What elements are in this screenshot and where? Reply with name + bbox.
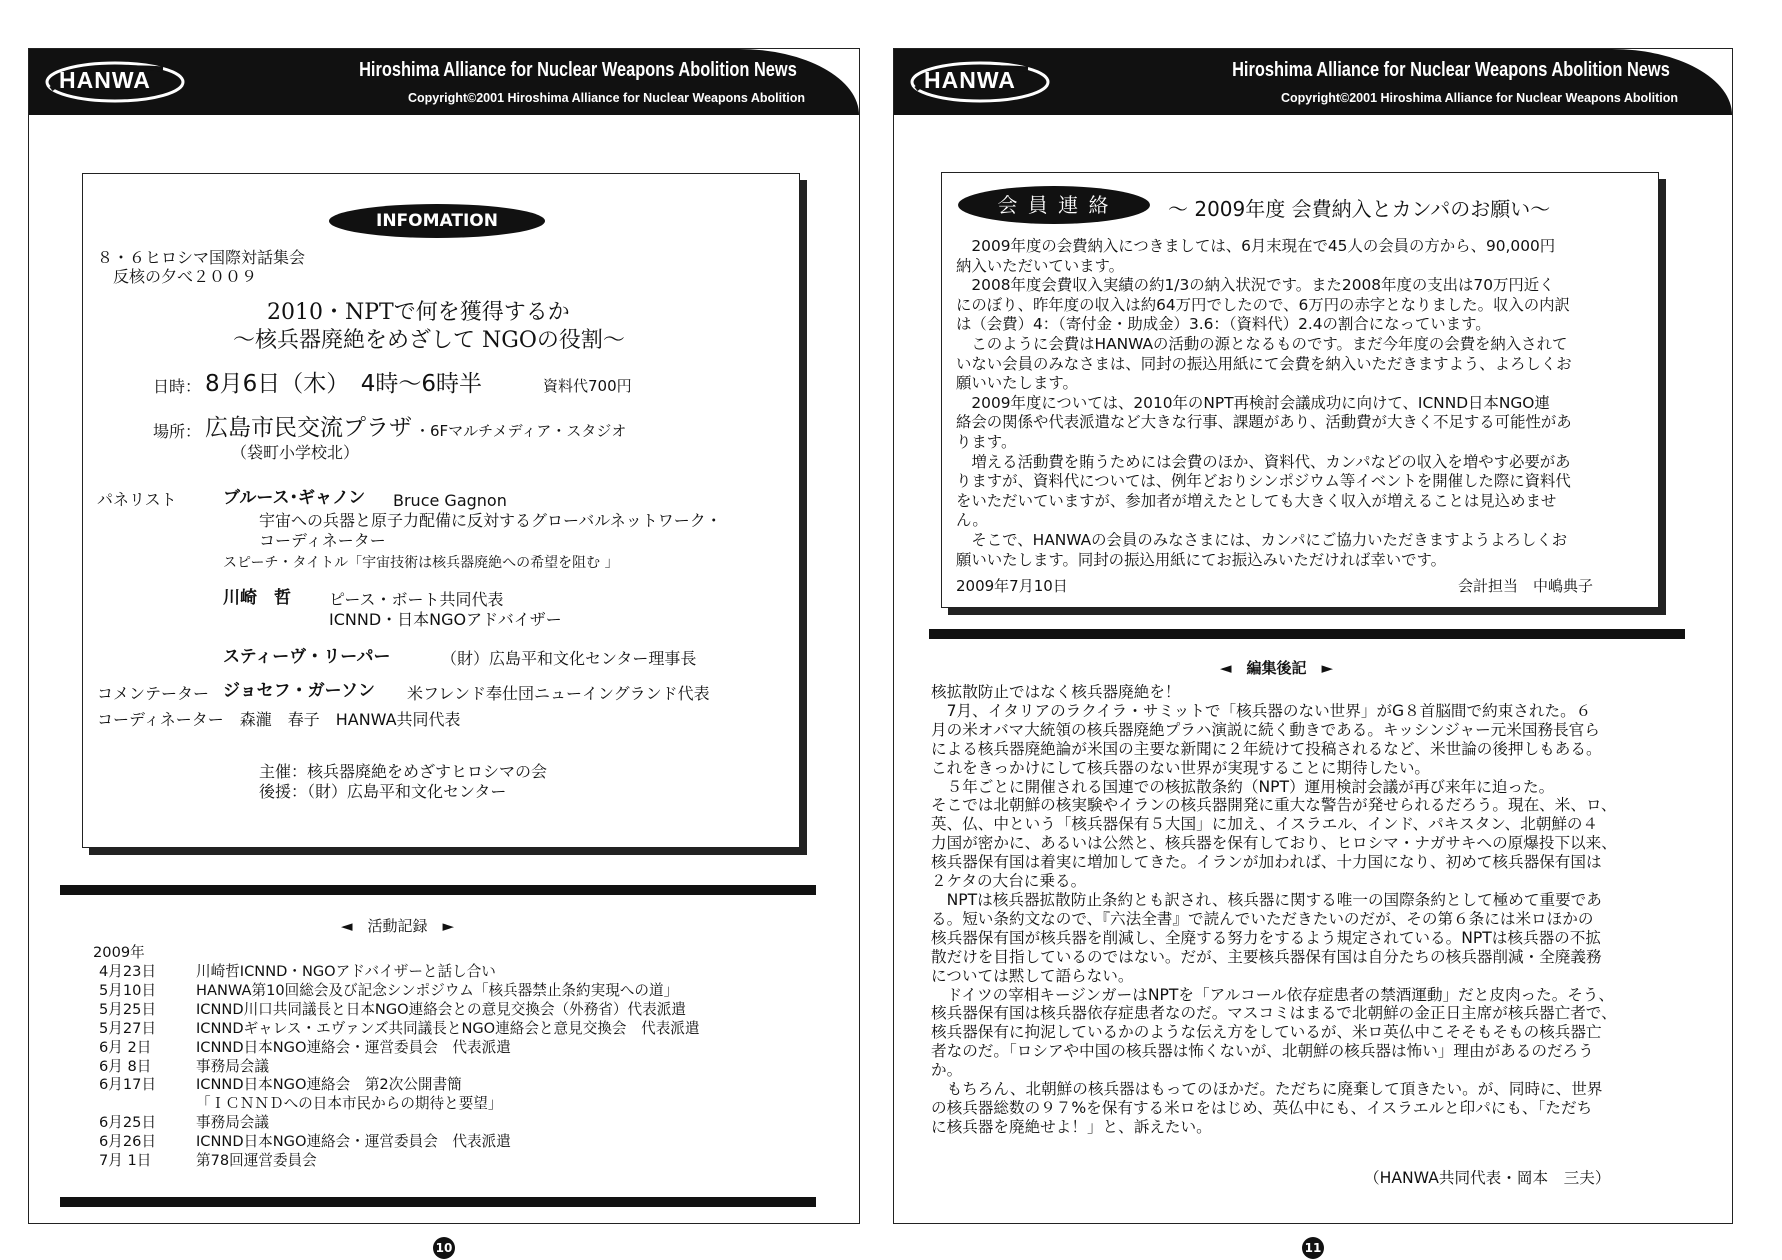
information-box (82, 173, 800, 848)
panelist2-role-line2: ICNND・日本NGOアドバイザー (329, 610, 562, 629)
panelist3-name: スティーヴ・リーパー (223, 647, 391, 667)
place-value: 広島市民交流プラザ (205, 415, 412, 441)
activity-date: 6月 2日 (99, 1038, 152, 1056)
page-header (29, 49, 859, 115)
activity-date: 5月10日 (99, 981, 157, 999)
left-page (28, 48, 860, 1255)
panelist1-speech: スピーチ・タイトル「宇宙技術は核兵器廃絶への希望を阻む 」 (223, 555, 619, 571)
page-header (894, 49, 1732, 115)
divider-bar (60, 885, 816, 895)
event-line1: ８・６ヒロシマ国際対話集会 (97, 248, 306, 267)
editor-heading: ◄ 編集後記 ► (1220, 659, 1334, 677)
panelist1-english-name: Bruce Gagnon (393, 491, 507, 510)
activity-date: 6月 8日 (99, 1057, 152, 1075)
activity-date: 4月23日 (99, 963, 157, 980)
place-sub: ・6Fマルチメディア・スタジオ (415, 422, 627, 440)
host: 主催：核兵器廃絶をめざすヒロシマの会 (259, 762, 548, 781)
membership-title: ～ 2009年度 会費納入とカンパのお願い～ (1168, 197, 1551, 221)
header-copyright: Copyright©2001 Hiroshima Alliance for Nuclear Weapons Abolition (407, 91, 805, 105)
date-value: 8月6日（木） 4時～6時半 (205, 371, 483, 397)
activity-text: 第78回運営委員会 (196, 1152, 317, 1169)
header-title: Hiroshima Alliance for Nuclear Weapons Abolition News (359, 59, 797, 81)
commentator-role: 米フレンド奉仕団ニューイングランド代表 (407, 684, 710, 703)
panelist2-name: 川崎 哲 (223, 588, 291, 608)
membership-date: 2009年7月10日 (956, 577, 1068, 595)
panelist3-role: （財）広島平和文化センター理事長 (441, 649, 697, 668)
panelist-label: パネリスト (97, 490, 177, 509)
activity-text: ICNND日本NGO連絡会・運営委員会 代表派遣 (196, 1133, 511, 1151)
activity-date: 7月 1日 (99, 1152, 152, 1169)
panelist1-name: ブルース･ギャノン (223, 488, 366, 508)
date-label: 日時： (153, 377, 202, 396)
fee: 資料代700円 (543, 377, 632, 395)
coordinator: コーディネーター 森瀧 春子 HANWA共同代表 (97, 710, 461, 729)
divider-bar (60, 1197, 816, 1207)
right-page (893, 48, 1733, 1255)
logo-text: HANWA (924, 67, 1016, 93)
activity-date: 6月26日 (99, 1133, 157, 1151)
support: 後援：（財）広島平和文化センター (259, 782, 507, 801)
information-badge: INFOMATION (329, 204, 545, 238)
activity-heading: ◄ 活動記録 ► (341, 917, 455, 935)
activity-year: 2009年 (93, 944, 145, 961)
activity-text: ICNND日本NGO連絡会・運営委員会 代表派遣 (196, 1038, 511, 1056)
event-line2: 反核の夕べ２００９ (113, 267, 258, 286)
header-copyright: Copyright©2001 Hiroshima Alliance for Nuclear Weapons Abolition (1280, 91, 1678, 105)
commentator-name: ジョセフ・ガーソン (223, 681, 375, 701)
activity-text: ICNNDギャレス・エヴァンズ共同議長とNGO連絡会と意見交換会 代表派遣 (196, 1019, 700, 1037)
header-title: Hiroshima Alliance for Nuclear Weapons Abolition News (1232, 59, 1670, 81)
divider-bar (929, 629, 1685, 639)
membership-signature: 会計担当 中嶋典子 (1458, 577, 1594, 595)
panelist1-role-line1: 宇宙への兵器と原子力配備に反対するグローバルネットワーク・ (259, 511, 722, 530)
membership-notice-box (941, 172, 1659, 608)
activity-date: 6月17日 (99, 1076, 157, 1094)
membership-badge: 会 員 連 絡 (958, 186, 1150, 224)
event-title-line2: ～核兵器廃絶をめざして NGOの役割～ (233, 328, 625, 353)
activity-text: 川崎哲ICNND・NGOアドバイザーと話し合い (196, 963, 496, 980)
activity-text: HANWA第10回総会及び記念シンポジウム「核兵器禁止条約実現への道」 (196, 981, 679, 999)
activity-date: 6月25日 (99, 1114, 157, 1132)
activity-text: ICNND日本NGO連絡会 第2次公開書簡 (196, 1076, 462, 1094)
membership-body: 2009年度の会費納入につきましては、6月末現在で45人の会員の方から、90,000円 納入いただいています。 2008年度会費収入実績の約1/3の納入状況です。また2008年度の支出は70万円近く にのぼり、昨年度の収入は約64万円でしたので、6万円の赤字となりました。収入の内訳 は（会費）4：（寄付金・助成金）3.6：（資料代）2.4の割合になっています。 このように会費はHANWAの活動の源となるものです。まだ今年度の会費を納入されて いない会員のみなさまは、同封の振込用紙にて会費を納入いただきますよう、よろしくお 願いいたします。 2009年度については、2010年のNPT再検討会議成功に向けて、ICNND日本NGO連 絡会の関係や代表派遣など大きな行事、課題があり、活動費が大きく不足する可能性があ ります。 増える活動費を賄うためには会費のほか、資料代、カンパなどの収入を増やす必要があ りますが、資料代については、例年どおりシンポジウム等イベントを開催した際に資料代 をいただいていますが、参加者が増えたとしても大きく収入が増えることは見込めませ ん。 そこで、HANWAの会員のみなさまには、カンパにご協力いただきますようよろしくお 願いいたします。同封の振込用紙にてお振込みいただければ幸いです。 (956, 237, 1572, 569)
panelist1-role-line2: コーディネーター (259, 531, 386, 550)
activity-date: 5月25日 (99, 1000, 157, 1018)
commentator-label: コメンテーター (97, 684, 210, 703)
activity-text: 事務局会議 (196, 1057, 269, 1075)
logo-text: HANWA (59, 67, 151, 93)
place-note: （袋町小学校北） (231, 443, 360, 462)
panelist2-role-line1: ピース・ボート共同代表 (329, 590, 504, 609)
page-number: 10 (433, 1237, 455, 1259)
event-title-line1: 2010・NPTで何を獲得するか (267, 300, 570, 325)
editor-body: 核拡散防止ではなく核兵器廃絶を！ 7月、イタリアのラクイラ・サミットで「核兵器のない世界」がG８首脳間で約束された。６ 月の米オバマ大統領の核兵器廃絶プラハ演説に続く動きである。キッシンジャー元米国務長官ら による核兵器廃絶論が米国の主要な新聞に２年続けて投稿されるなど、米世論の後押しもある。 これをきっかけにして核兵器のない世界が実現することに期待したい。 ５年ごとに開催される国連での核拡散条約（NPT）運用検討会議が再び来年に迫った。 そこでは北朝鮮の核実験やイランの核兵器開発に重大な警告が発せられるだろう。現在、米、ロ、 英、仏、中という「核兵器保有５大国」に加え、イスラエル、インド、パキスタン、北朝鮮の４ 力国が密かに、あるいは公然と、核兵器を保有しており、ヒロシマ・ナガサキへの原爆投下以来、 核兵器保有国は着実に増加してきた。イランが加われば、十力国になり、初めて核兵器保有国は ２ケタの大台に乗る。 NPTは核兵器拡散防止条約とも訳され、核兵器に関する唯一の国際条約として極めて重要であ る。短い条約文なので、『六法全書』で読んでいただきたいのだが、その第６条には米ロほかの 核兵器保有国が核兵器を削減し、全廃する努力をするよう規定されている。NPTは核兵器の不拡 散だけを目指しているのではない。だが、主要核兵器保有国は自分たちの核兵器削減・全廃義務 については黙して語らない。 ドイツの宰相キージンガーはNPTを「アルコール依存症患者の禁酒運動」だと皮肉った。そう、 核兵器保有国は核兵器依存症患者なのだ。マスコミはまるで北朝鮮の金正日主席が核兵器亡者で、 核兵器保有に拘泥しているかのような伝え方をしているが、米ロ英仏中こそそもそもの核兵器亡 者なのだ。「ロシアや中国の核兵器は怖くないが、北朝鮮の核兵器は怖い」理由があるのだろう か。 もちろん、北朝鮮の核兵器はもってのほかだ。ただちに廃棄して頂きたい。が、同時に、世界 の核兵器総数の９７%を保有する米ロをはじめ、英仏中にも、イスラエルと印パにも、「ただち に核兵器を廃絶せよ！」と、訴えたい。 (931, 683, 1617, 1136)
editor-signature: （HANWA共同代表・岡本 三夫） (1364, 1169, 1611, 1187)
activity-text: ICNND川口共同議長と日本NGO連絡会との意見交換会（外務省）代表派遣 (196, 1000, 686, 1018)
place-label: 場所： (153, 422, 202, 441)
activity-date: 5月27日 (99, 1019, 157, 1037)
page-number: 11 (1302, 1237, 1324, 1259)
activity-text: 事務局会議 (196, 1114, 269, 1132)
activity-text: 「ＩＣＮＮＤへの日本市民からの期待と要望」 (196, 1095, 503, 1113)
